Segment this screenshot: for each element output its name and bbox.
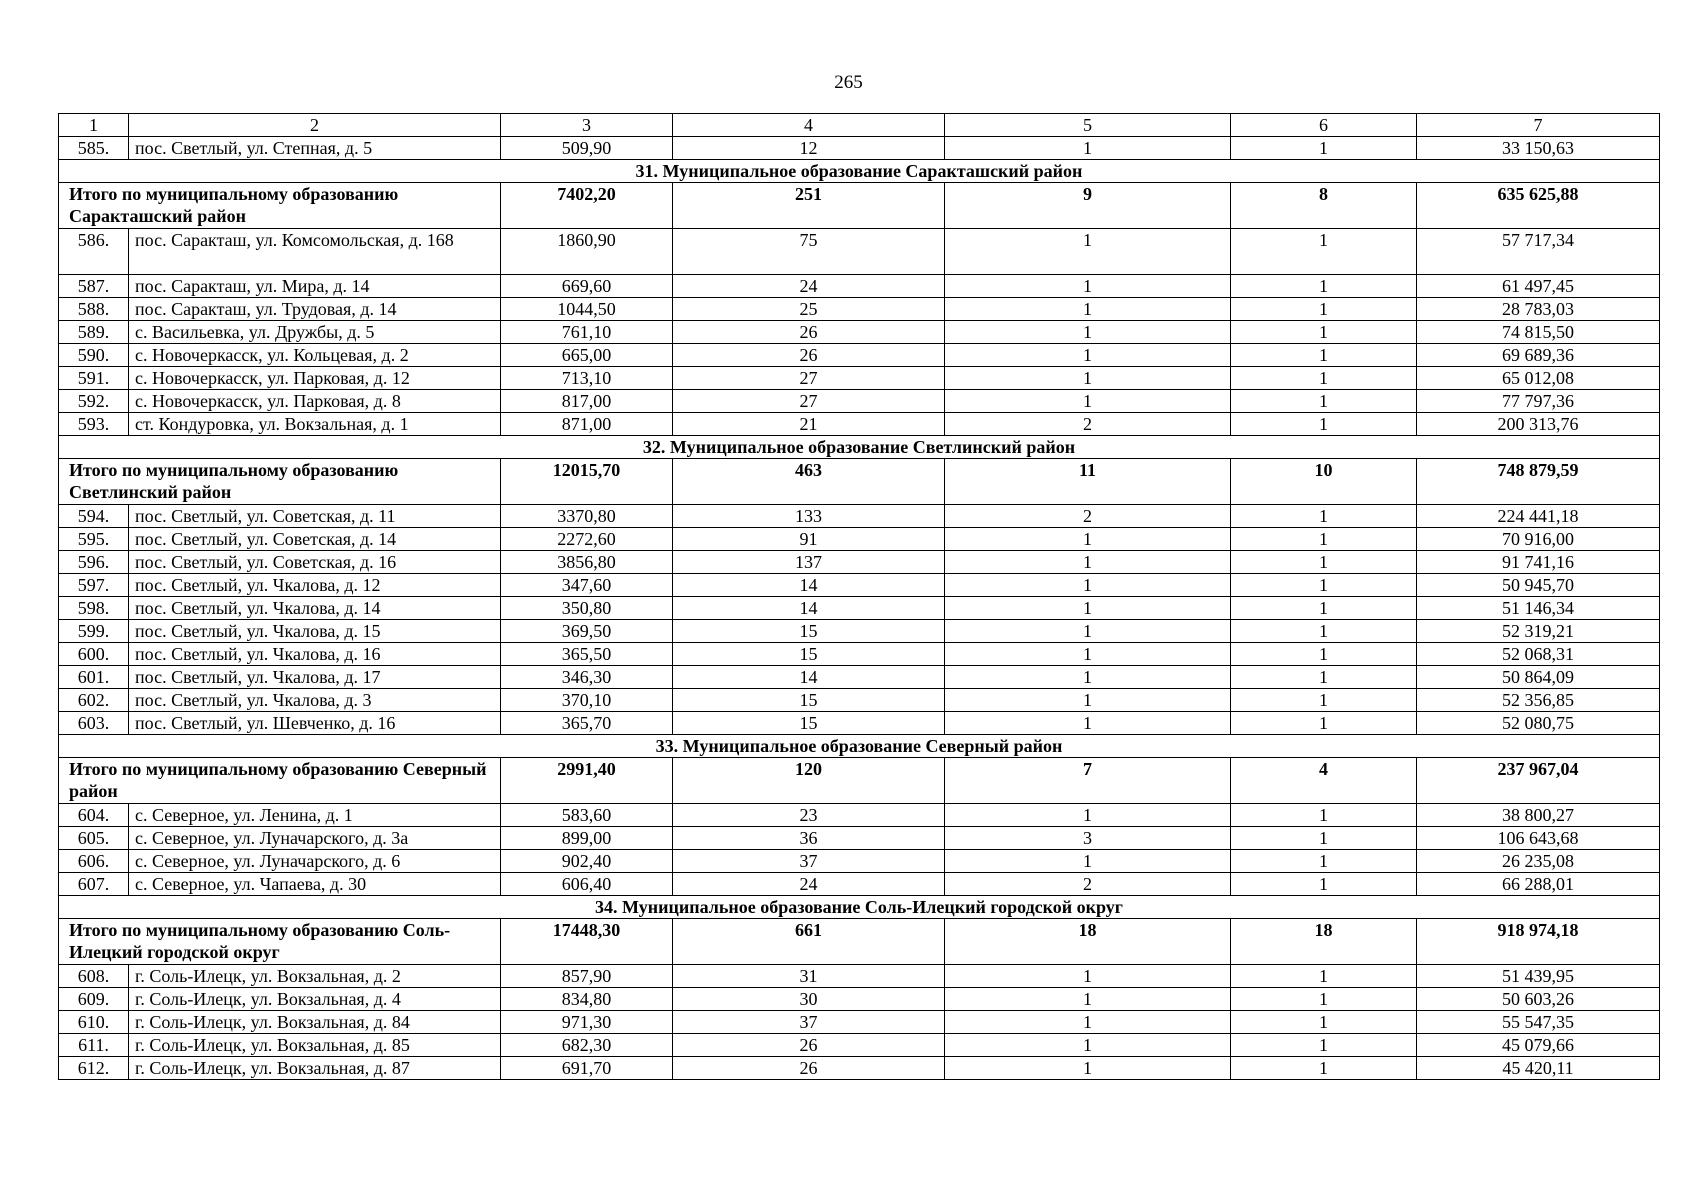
value-cell: 31 (673, 965, 945, 988)
subtotal-value: 10 (1231, 459, 1417, 505)
table-row (59, 666, 1660, 689)
row-number: 585. (59, 137, 129, 160)
value-cell: 91 (673, 528, 945, 551)
address-cell: пос. Светлый, ул. Чкалова, д. 14 (129, 597, 501, 620)
row-number: 592. (59, 390, 129, 413)
value-cell: 1 (945, 597, 1231, 620)
value-cell: 1 (1231, 137, 1417, 160)
column-header: 3 (501, 114, 673, 137)
subtotal-label: Итого по муниципальному образованию Северный район (59, 758, 501, 804)
value-cell: 1 (1231, 643, 1417, 666)
value-cell: 1 (945, 620, 1231, 643)
value-cell: 74 815,50 (1417, 321, 1660, 344)
value-cell: 50 945,70 (1417, 574, 1660, 597)
value-cell: 1 (945, 804, 1231, 827)
column-header: 2 (129, 114, 501, 137)
table-row (59, 505, 1660, 528)
value-cell: 1 (1231, 712, 1417, 735)
subtotal-value: 661 (673, 919, 945, 965)
table-row (59, 574, 1660, 597)
value-cell: 200 313,76 (1417, 413, 1660, 436)
value-cell: 52 319,21 (1417, 620, 1660, 643)
row-number: 590. (59, 344, 129, 367)
value-cell: 37 (673, 1011, 945, 1034)
address-cell: пос. Светлый, ул. Степная, д. 5 (129, 137, 501, 160)
value-cell: 1 (945, 643, 1231, 666)
address-cell: пос. Светлый, ул. Чкалова, д. 15 (129, 620, 501, 643)
value-cell: 33 150,63 (1417, 137, 1660, 160)
row-number: 598. (59, 597, 129, 620)
row-number: 588. (59, 298, 129, 321)
address-cell: г. Соль-Илецк, ул. Вокзальная, д. 84 (129, 1011, 501, 1034)
value-cell: 26 235,08 (1417, 850, 1660, 873)
row-number: 596. (59, 551, 129, 574)
value-cell: 26 (673, 344, 945, 367)
value-cell: 1 (1231, 298, 1417, 321)
subtotal-value: 463 (673, 459, 945, 505)
address-cell: г. Соль-Илецк, ул. Вокзальная, д. 4 (129, 988, 501, 1011)
row-number: 610. (59, 1011, 129, 1034)
row-number: 586. (59, 229, 129, 275)
value-cell: 133 (673, 505, 945, 528)
address-cell: с. Северное, ул. Луначарского, д. 6 (129, 850, 501, 873)
value-cell: 1 (945, 321, 1231, 344)
value-cell: 1 (945, 298, 1231, 321)
row-number: 608. (59, 965, 129, 988)
address-cell: пос. Саракташ, ул. Комсомольская, д. 168 (129, 229, 501, 275)
table-row (59, 229, 1660, 275)
value-cell: 347,60 (501, 574, 673, 597)
value-cell: 669,60 (501, 275, 673, 298)
value-cell: 1 (1231, 988, 1417, 1011)
table-row (59, 275, 1660, 298)
subtotal-value: 18 (945, 919, 1231, 965)
value-cell: 1 (1231, 275, 1417, 298)
value-cell: 1 (1231, 666, 1417, 689)
value-cell: 817,00 (501, 390, 673, 413)
value-cell: 1 (1231, 367, 1417, 390)
value-cell: 14 (673, 574, 945, 597)
value-cell: 902,40 (501, 850, 673, 873)
row-number: 594. (59, 505, 129, 528)
section-header-row (59, 160, 1660, 183)
subtotal-row (59, 183, 1660, 229)
value-cell: 1 (1231, 689, 1417, 712)
subtotal-row (59, 758, 1660, 804)
row-number: 589. (59, 321, 129, 344)
value-cell: 26 (673, 1034, 945, 1057)
address-cell: с. Васильевка, ул. Дружбы, д. 5 (129, 321, 501, 344)
value-cell: 1 (1231, 505, 1417, 528)
address-cell: с. Новочеркасск, ул. Кольцевая, д. 2 (129, 344, 501, 367)
row-number: 593. (59, 413, 129, 436)
address-cell: ст. Кондуровка, ул. Вокзальная, д. 1 (129, 413, 501, 436)
value-cell: 26 (673, 1057, 945, 1080)
value-cell: 23 (673, 804, 945, 827)
value-cell: 369,50 (501, 620, 673, 643)
subtotal-value: 17448,30 (501, 919, 673, 965)
value-cell: 36 (673, 827, 945, 850)
value-cell: 12 (673, 137, 945, 160)
value-cell: 1 (1231, 1034, 1417, 1057)
value-cell: 52 068,31 (1417, 643, 1660, 666)
value-cell: 26 (673, 321, 945, 344)
row-number: 606. (59, 850, 129, 873)
value-cell: 106 643,68 (1417, 827, 1660, 850)
subtotal-value: 237 967,04 (1417, 758, 1660, 804)
row-number: 612. (59, 1057, 129, 1080)
value-cell: 1 (945, 689, 1231, 712)
table-row (59, 1011, 1660, 1034)
table-row (59, 965, 1660, 988)
table-row (59, 413, 1660, 436)
address-cell: пос. Светлый, ул. Советская, д. 14 (129, 528, 501, 551)
value-cell: 1 (1231, 804, 1417, 827)
subtotal-value: 748 879,59 (1417, 459, 1660, 505)
value-cell: 15 (673, 689, 945, 712)
address-cell: с. Новочеркасск, ул. Парковая, д. 8 (129, 390, 501, 413)
value-cell: 1 (945, 1011, 1231, 1034)
value-cell: 1 (945, 367, 1231, 390)
table-row (59, 689, 1660, 712)
address-cell: пос. Саракташ, ул. Мира, д. 14 (129, 275, 501, 298)
subtotal-label: Итого по муниципальному образованию Саракташский район (59, 183, 501, 229)
table-row (59, 620, 1660, 643)
value-cell: 37 (673, 850, 945, 873)
row-number: 599. (59, 620, 129, 643)
section-title: 34. Муниципальное образование Соль-Илецкий городской округ (59, 896, 1660, 919)
table-row (59, 597, 1660, 620)
table-row (59, 850, 1660, 873)
address-cell: пос. Светлый, ул. Советская, д. 16 (129, 551, 501, 574)
table-row (59, 298, 1660, 321)
subtotal-value: 7 (945, 758, 1231, 804)
column-header: 5 (945, 114, 1231, 137)
value-cell: 1860,90 (501, 229, 673, 275)
value-cell: 1 (1231, 551, 1417, 574)
subtotal-value: 635 625,88 (1417, 183, 1660, 229)
value-cell: 2 (945, 873, 1231, 896)
page-number: 265 (834, 72, 863, 93)
value-cell: 91 741,16 (1417, 551, 1660, 574)
address-cell: г. Соль-Илецк, ул. Вокзальная, д. 87 (129, 1057, 501, 1080)
data-table (58, 113, 1660, 1080)
subtotal-value: 918 974,18 (1417, 919, 1660, 965)
value-cell: 1 (1231, 597, 1417, 620)
row-number: 605. (59, 827, 129, 850)
table-row (59, 551, 1660, 574)
value-cell: 1 (945, 988, 1231, 1011)
value-cell: 66 288,01 (1417, 873, 1660, 896)
row-number: 595. (59, 528, 129, 551)
value-cell: 761,10 (501, 321, 673, 344)
value-cell: 14 (673, 666, 945, 689)
value-cell: 50 603,26 (1417, 988, 1660, 1011)
value-cell: 61 497,45 (1417, 275, 1660, 298)
row-number: 603. (59, 712, 129, 735)
value-cell: 45 079,66 (1417, 1034, 1660, 1057)
section-title: 32. Муниципальное образование Светлинский район (59, 436, 1660, 459)
subtotal-value: 18 (1231, 919, 1417, 965)
value-cell: 51 439,95 (1417, 965, 1660, 988)
row-number: 611. (59, 1034, 129, 1057)
value-cell: 370,10 (501, 689, 673, 712)
value-cell: 871,00 (501, 413, 673, 436)
table-row (59, 367, 1660, 390)
value-cell: 606,40 (501, 873, 673, 896)
value-cell: 2 (945, 413, 1231, 436)
value-cell: 50 864,09 (1417, 666, 1660, 689)
value-cell: 1 (945, 574, 1231, 597)
value-cell: 52 356,85 (1417, 689, 1660, 712)
value-cell: 1 (1231, 1057, 1417, 1080)
table-row (59, 321, 1660, 344)
value-cell: 24 (673, 275, 945, 298)
table-row (59, 988, 1660, 1011)
table-row (59, 873, 1660, 896)
row-number: 607. (59, 873, 129, 896)
value-cell: 24 (673, 873, 945, 896)
row-number: 601. (59, 666, 129, 689)
value-cell: 1 (1231, 344, 1417, 367)
row-number: 602. (59, 689, 129, 712)
value-cell: 682,30 (501, 1034, 673, 1057)
section-header-row (59, 436, 1660, 459)
table-row (59, 390, 1660, 413)
value-cell: 21 (673, 413, 945, 436)
address-cell: г. Соль-Илецк, ул. Вокзальная, д. 2 (129, 965, 501, 988)
value-cell: 713,10 (501, 367, 673, 390)
column-header: 6 (1231, 114, 1417, 137)
column-header: 4 (673, 114, 945, 137)
address-cell: пос. Саракташ, ул. Трудовая, д. 14 (129, 298, 501, 321)
section-header-row (59, 896, 1660, 919)
value-cell: 45 420,11 (1417, 1057, 1660, 1080)
value-cell: 1 (1231, 850, 1417, 873)
value-cell: 509,90 (501, 137, 673, 160)
value-cell: 38 800,27 (1417, 804, 1660, 827)
value-cell: 15 (673, 620, 945, 643)
section-header-row (59, 735, 1660, 758)
table-row (59, 528, 1660, 551)
address-cell: пос. Светлый, ул. Чкалова, д. 16 (129, 643, 501, 666)
value-cell: 1 (1231, 413, 1417, 436)
address-cell: пос. Светлый, ул. Шевченко, д. 16 (129, 712, 501, 735)
subtotal-row (59, 919, 1660, 965)
row-number: 587. (59, 275, 129, 298)
row-number: 597. (59, 574, 129, 597)
value-cell: 77 797,36 (1417, 390, 1660, 413)
row-number: 591. (59, 367, 129, 390)
value-cell: 346,30 (501, 666, 673, 689)
value-cell: 52 080,75 (1417, 712, 1660, 735)
value-cell: 1 (945, 1057, 1231, 1080)
value-cell: 1 (945, 712, 1231, 735)
value-cell: 3370,80 (501, 505, 673, 528)
value-cell: 1 (945, 551, 1231, 574)
address-cell: с. Северное, ул. Ленина, д. 1 (129, 804, 501, 827)
subtotal-row (59, 459, 1660, 505)
value-cell: 1 (1231, 390, 1417, 413)
section-title: 33. Муниципальное образование Северный район (59, 735, 1660, 758)
table-body (59, 114, 1660, 1080)
value-cell: 55 547,35 (1417, 1011, 1660, 1034)
value-cell: 1 (1231, 965, 1417, 988)
column-header: 7 (1417, 114, 1660, 137)
address-cell: пос. Светлый, ул. Советская, д. 11 (129, 505, 501, 528)
value-cell: 51 146,34 (1417, 597, 1660, 620)
value-cell: 1044,50 (501, 298, 673, 321)
row-number: 600. (59, 643, 129, 666)
table-row (59, 712, 1660, 735)
row-number: 604. (59, 804, 129, 827)
value-cell: 1 (1231, 1011, 1417, 1034)
value-cell: 1 (1231, 574, 1417, 597)
value-cell: 971,30 (501, 1011, 673, 1034)
value-cell: 15 (673, 712, 945, 735)
value-cell: 1 (945, 528, 1231, 551)
subtotal-value: 7402,20 (501, 183, 673, 229)
value-cell: 3856,80 (501, 551, 673, 574)
subtotal-value: 2991,40 (501, 758, 673, 804)
value-cell: 137 (673, 551, 945, 574)
section-title: 31. Муниципальное образование Саракташский район (59, 160, 1660, 183)
value-cell: 65 012,08 (1417, 367, 1660, 390)
value-cell: 1 (1231, 321, 1417, 344)
value-cell: 1 (945, 137, 1231, 160)
table-row (59, 827, 1660, 850)
value-cell: 14 (673, 597, 945, 620)
subtotal-value: 251 (673, 183, 945, 229)
value-cell: 25 (673, 298, 945, 321)
value-cell: 57 717,34 (1417, 229, 1660, 275)
address-cell: с. Новочеркасск, ул. Парковая, д. 12 (129, 367, 501, 390)
address-cell: пос. Светлый, ул. Чкалова, д. 12 (129, 574, 501, 597)
value-cell: 691,70 (501, 1057, 673, 1080)
subtotal-value: 12015,70 (501, 459, 673, 505)
address-cell: г. Соль-Илецк, ул. Вокзальная, д. 85 (129, 1034, 501, 1057)
value-cell: 365,50 (501, 643, 673, 666)
address-cell: с. Северное, ул. Чапаева, д. 30 (129, 873, 501, 896)
table-row (59, 344, 1660, 367)
value-cell: 27 (673, 367, 945, 390)
column-number-header-row (59, 114, 1660, 137)
value-cell: 1 (1231, 827, 1417, 850)
value-cell: 70 916,00 (1417, 528, 1660, 551)
value-cell: 1 (945, 229, 1231, 275)
value-cell: 30 (673, 988, 945, 1011)
value-cell: 1 (945, 666, 1231, 689)
column-header: 1 (59, 114, 129, 137)
address-cell: пос. Светлый, ул. Чкалова, д. 17 (129, 666, 501, 689)
value-cell: 2 (945, 505, 1231, 528)
value-cell: 224 441,18 (1417, 505, 1660, 528)
table-row (59, 1057, 1660, 1080)
value-cell: 15 (673, 643, 945, 666)
address-cell: с. Северное, ул. Луначарского, д. 3а (129, 827, 501, 850)
value-cell: 1 (1231, 528, 1417, 551)
value-cell: 1 (945, 390, 1231, 413)
subtotal-value: 11 (945, 459, 1231, 505)
subtotal-label: Итого по муниципальному образованию Соль-Илецкий городской округ (59, 919, 501, 965)
value-cell: 834,80 (501, 988, 673, 1011)
value-cell: 28 783,03 (1417, 298, 1660, 321)
value-cell: 899,00 (501, 827, 673, 850)
value-cell: 1 (1231, 229, 1417, 275)
value-cell: 75 (673, 229, 945, 275)
subtotal-value: 9 (945, 183, 1231, 229)
value-cell: 1 (945, 965, 1231, 988)
value-cell: 1 (945, 1034, 1231, 1057)
value-cell: 365,70 (501, 712, 673, 735)
subtotal-value: 120 (673, 758, 945, 804)
table-row (59, 1034, 1660, 1057)
value-cell: 27 (673, 390, 945, 413)
value-cell: 2272,60 (501, 528, 673, 551)
value-cell: 69 689,36 (1417, 344, 1660, 367)
value-cell: 1 (1231, 620, 1417, 643)
table-row (59, 137, 1660, 160)
subtotal-label: Итого по муниципальному образованию Светлинский район (59, 459, 501, 505)
value-cell: 1 (1231, 873, 1417, 896)
row-number: 609. (59, 988, 129, 1011)
table-row (59, 804, 1660, 827)
table-row (59, 643, 1660, 666)
value-cell: 3 (945, 827, 1231, 850)
value-cell: 1 (945, 275, 1231, 298)
value-cell: 1 (945, 850, 1231, 873)
value-cell: 857,90 (501, 965, 673, 988)
value-cell: 583,60 (501, 804, 673, 827)
value-cell: 350,80 (501, 597, 673, 620)
value-cell: 665,00 (501, 344, 673, 367)
address-cell: пос. Светлый, ул. Чкалова, д. 3 (129, 689, 501, 712)
subtotal-value: 4 (1231, 758, 1417, 804)
value-cell: 1 (945, 344, 1231, 367)
subtotal-value: 8 (1231, 183, 1417, 229)
